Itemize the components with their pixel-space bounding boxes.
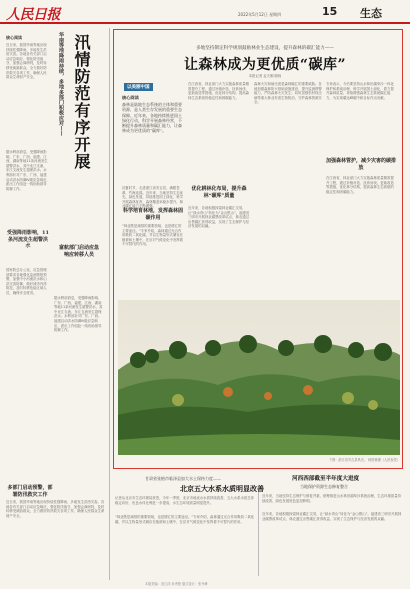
bottom-right-kicker: 当地保护资源生态修复整合: [300, 484, 348, 489]
left-body-3: 国家防总办公室、应急管理部要求各地强化监测预报预警，加强中小河流洪水和山洪灾害防御，做好城市内涝防范，及时转移危险区域人员，确保安全度汛。: [6, 268, 47, 295]
bottom-left-kicker: 甘肃省张掖市临泽县加大水土保持力度——: [145, 476, 221, 481]
bottom-right-body: 近年来，当地坚持生态保护与修复并重，统筹推进山水林田湖草沙系统治理，生态环境质量持续改善，绿色发展底色更加鲜明。: [262, 494, 402, 503]
page-footer: 本版责编：寇江泽 孙秀艳 版式设计：张丹峰: [145, 582, 208, 586]
bottom-left-title: 北京五大水系水质明显改善: [180, 484, 264, 493]
column-divider: [109, 28, 110, 580]
bottom-left-body-2: “林业既是减排的重要领域，也是增汇的主要途径。”专家介绍，森林通过光合作用吸收二氧化碳，并以生物量形式储存在植被和土壤中，在应对气候变化中发挥着不可替代的作用。: [115, 515, 255, 524]
newspaper-logo: 人民日报: [6, 7, 60, 23]
left-sub-b: 富航部门启动应急响应转移人员: [58, 245, 99, 258]
article-body-b: “林业既是减排的重要领域，也是增汇的主要途径。”专家介绍，森林通过光合作用吸收二氧化碳，并以生物量形式储存在植被和土壤中，在应对气候变化中发挥着不可替代的作用。: [122, 224, 184, 247]
left-body-1: 近日来，我国华南等地出现持续性强降雨，多地发生洪涝灾害。各地各有关部门启动应急响应，强化防汛值守，加强会商研判，及时转移受威胁群众，全力做好防汛救灾各项工作，确保人民群众生命财产安全。: [6, 43, 47, 80]
section-title: 生态: [360, 7, 382, 20]
column-tag: 以美丽中国: [124, 83, 153, 91]
forest-photo-illustration: [118, 300, 400, 455]
masthead: [0, 0, 410, 24]
article-body-g: 在江西省，林业部门大力实施森林质量精准提升工程，通过补植补造、抚育间伐、更新改造等措施，优化林分结构，提高森林生态系统的稳定性和固碳能力。: [326, 176, 394, 194]
forest-landscape-photo: [118, 300, 400, 455]
left-body-4: 近日来，我国华南等地出现持续性强降雨，多地发生洪涝灾害。各地各有关部门启动应急响应，强化防汛值守，加强会商研判，及时转移受威胁群众，全力做好防汛救灾各项工作，确保人民群众生命财产安全。: [6, 500, 105, 518]
left-body-2: 据水利部消息，受强降雨影响，广东、广西、福建、江西、湖南等地11条河流发生超警洪水，其中北江支流、东江支流发生超保洪水。水利部针对广东、广西、福建启动洪水防御Ⅳ级应急响应，派出工作组赴一线协助指导防御工作。: [6, 150, 50, 191]
article-body-e: 森林火灾和病虫害是森林碳汇的重要威胁。各地加强森林防火基础设施建设，提升监测预警能力，严防森林火灾发生；同时加强松材线虫病等重大林业有害生物防治，守护森林资源安全。: [254, 82, 322, 105]
left-core-label: 核心阅读: [6, 35, 22, 40]
core-reading-text: 森林是陆地生态系统的主体和重要资源，是人类生存发展的重要生态保障。近年来，各地持续推进国土绿化行动，科学开展森林经营，不断提升森林质量和碳汇能力，让森林成为更优质的“碳库”。: [122, 102, 182, 134]
section-heading-2: 优化耕林化布局，提升森林“碳库”质量: [191, 186, 247, 199]
main-article-title: 让森林成为更优质“碳库”: [183, 57, 347, 73]
article-body-a: 初夏时节，走进浙江省安吉县，满眼苍翠，竹海连绵。近年来，当地坚持生态优先、绿色发展，持续推进国土绿化，科学开展森林抚育，森林覆盖率稳步提升，林业碳汇能力不断增强。: [122, 186, 184, 209]
article-body-c: 在江西省，林业部门大力实施森林质量精准提升工程，通过补植补造、抚育间伐、更新改造等措施，优化林分结构，提高森林生态系统的稳定性和固碳能力。: [188, 82, 250, 100]
article-body-f: 专家表示，今后要坚持山水林田湖草沙一体化保护和系统治理，科学开展国土绿化，着力提升森林质量，持续增强森林生态系统碳汇能力，为实现碳达峰碳中和目标作出贡献。: [326, 82, 394, 100]
section-heading-3: 加强森林管护，减少灾害的碳排放: [326, 158, 397, 171]
bottom-divider: [258, 492, 259, 576]
main-article-byline: 本报记者 孟天顺 顾杨: [248, 74, 282, 78]
section-heading-1: 科学培育林地，发挥森林固碳作用: [122, 208, 183, 221]
bottom-right-body-2: 近年来，各地积极探索林业碳汇交易，让“绿水青山”转化为“金山银山”。福建省三明市开展林业碳票改革试点，林农通过出售碳汇获得收益，实现了生态保护与经济发展的双赢。: [262, 512, 402, 521]
left-body-3b: 据水利部消息，受强降雨影响，广东、广西、福建、江西、湖南等地11条河流发生超警洪水，其中北江支流、东江支流发生超保洪水。水利部针对广东、广西、福建启动洪水防御Ⅳ级应急响应，派出工作组赴一线协助指导防御工作。: [54, 296, 103, 333]
core-reading-label: 核心阅读: [122, 95, 139, 100]
bottom-left-body: 记者从北京市生态环境局获悉，今年一季度，北京市地表水水质持续改善，五大水系水质总体稳定向好，优良水体比例进一步提高，水生态环境质量明显提升。: [115, 496, 255, 505]
page-number: 15: [322, 5, 338, 18]
photo-caption: 下图：浙江省安吉县风光。 杨铁林摄（人民视觉）: [328, 458, 400, 462]
article-body-d: 近年来，各地积极探索林业碳汇交易，让“绿水青山”转化为“金山银山”。福建省三明市开展林业碳票改革试点，林农通过出售碳汇获得收益，实现了生态保护与经济发展的双赢。: [188, 206, 250, 229]
left-deck: 华南等地降雨持续，多地多部门积极应对——: [58, 32, 64, 136]
left-sub-c: 多部门启动预警，部署防汛救灾工作: [7, 485, 53, 498]
bottom-right-title: 河西西部截至半年度大进度: [292, 476, 360, 482]
left-sub-a: 受强降雨影响，11条河流发生超警洪水: [7, 230, 49, 249]
left-headline: 汛情防范有序开展: [72, 34, 91, 170]
main-article-subtitle: 多地坚持制定科学规划鼓励林业生态建设，提升森林的碳汇能力——: [196, 46, 334, 51]
issue-date: 2022年5月12日 星期四: [238, 12, 282, 17]
